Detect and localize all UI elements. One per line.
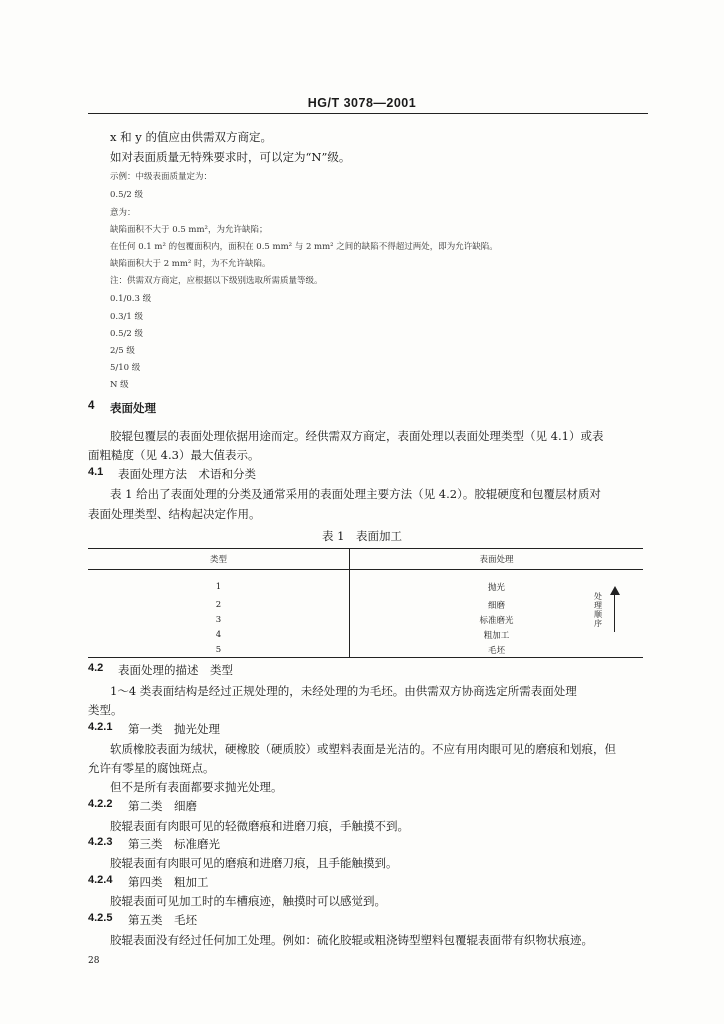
grade-item: 2/5 级 bbox=[110, 346, 135, 356]
arrow-shaft bbox=[614, 594, 615, 632]
section-4-2-title: 表面处理的描述 类型 bbox=[118, 663, 233, 677]
section-4-number: 4 bbox=[88, 400, 95, 412]
section-4-2-1-text-1: 软质橡胶表面为绒状，硬橡胶（硬质胶）或塑料表面是光洁的。不应有用肉眼可见的磨痕和划痕，但 bbox=[110, 742, 616, 756]
section-4-2-5-title: 第五类 毛坯 bbox=[128, 913, 197, 927]
treatment-cell: 细磨 bbox=[350, 597, 644, 612]
example-value: 0.5/2 级 bbox=[110, 190, 143, 200]
table-row bbox=[88, 642, 643, 658]
table-row bbox=[88, 627, 643, 642]
table-header-row bbox=[88, 549, 643, 570]
section-4-1-title: 表面处理方法 术语和分类 bbox=[118, 467, 256, 481]
column-header-type: 类型 bbox=[88, 549, 350, 570]
page-header-title: HG/T 3078—2001 bbox=[307, 96, 417, 110]
header-rule bbox=[88, 113, 648, 114]
meaning-line-3: 缺陷面积大于 2 mm² 时，为不允许缺陷。 bbox=[110, 259, 271, 269]
section-4-2-1-text-3: 但不是所有表面都要求抛光处理。 bbox=[110, 780, 283, 794]
section-4-2-3-number: 4.2.3 bbox=[88, 836, 113, 848]
section-4-2-5-text: 胶辊表面没有经过任何加工处理。例如：硫化胶辊或粗浇铸型塑料包覆辊表面带有织物状痕迹。 bbox=[110, 933, 593, 947]
section-4-2-4-title: 第四类 粗加工 bbox=[128, 875, 209, 889]
surface-treatment-table bbox=[88, 548, 643, 658]
example-label: 示例：中级表面质量定为： bbox=[110, 172, 213, 182]
section-4-1-text-1: 表 1 给出了表面处理的分类及通常采用的表面处理主要方法（见 4.2）。胶辊硬度和包覆层材质对 bbox=[110, 487, 601, 501]
section-4-2-2-text: 胶辊表面有肉眼可见的轻微磨痕和进磨刀痕，手触摸不到。 bbox=[110, 819, 409, 833]
table-row bbox=[88, 570, 643, 598]
table-1-caption: 表 1 表面加工 bbox=[322, 529, 402, 543]
meaning-label: 意为： bbox=[110, 208, 136, 218]
grade-item: N 级 bbox=[110, 380, 129, 390]
section-4-1-number: 4.1 bbox=[88, 466, 104, 478]
treatment-cell: 标准磨光 bbox=[350, 612, 644, 627]
section-4-2-3-title: 第三类 标准磨光 bbox=[128, 837, 220, 851]
page-number: 28 bbox=[88, 956, 100, 966]
section-4-2-text-2: 类型。 bbox=[88, 703, 123, 717]
section-4-2-2-number: 4.2.2 bbox=[88, 798, 113, 810]
type-cell: 2 bbox=[215, 599, 222, 610]
intro-paragraph-1: x 和 y 的值应由供需双方商定。 bbox=[110, 130, 272, 144]
section-4-2-2-title: 第二类 细磨 bbox=[128, 799, 197, 813]
intro-paragraph-2: 如对表面质量无特殊要求时，可以定为“N”级。 bbox=[110, 150, 351, 164]
grade-note: 注：供需双方商定，应根据以下级别选取所需质量等级。 bbox=[110, 276, 323, 286]
type-cell: 5 bbox=[88, 642, 350, 658]
section-4-2-4-number: 4.2.4 bbox=[88, 874, 113, 886]
treatment-cell: 毛坯 bbox=[350, 642, 644, 658]
section-4-2-3-text: 胶辊表面有肉眼可见的磨痕和进磨刀痕，且手能触摸到。 bbox=[110, 856, 398, 870]
section-4-2-1-number: 4.2.1 bbox=[88, 721, 113, 733]
section-4-2-number: 4.2 bbox=[88, 662, 104, 674]
section-4-text-1: 胶辊包覆层的表面处理依据用途而定。经供需双方商定，表面处理以表面处理类型（见 4.1）或表 bbox=[110, 429, 604, 443]
grade-item: 0.1/0.3 级 bbox=[110, 294, 152, 304]
table-row bbox=[88, 597, 643, 612]
treatment-cell: 抛光 bbox=[350, 570, 644, 598]
meaning-line-2: 在任何 0.1 m² 的包覆面积内，面积在 0.5 mm² 与 2 mm² 之间的缺陷不得超过两处，即为允许缺陷。 bbox=[110, 242, 498, 252]
section-4-2-text-1: 1～4 类表面结构是经过正规处理的，未经处理的为毛坯。由供需双方协商选定所需表面处理 bbox=[110, 684, 577, 698]
grade-item: 5/10 级 bbox=[110, 363, 141, 373]
processing-order-indicator bbox=[592, 586, 622, 636]
section-4-title: 表面处理 bbox=[110, 403, 156, 415]
type-cell: 3 bbox=[215, 614, 222, 625]
type-cell: 1 bbox=[215, 581, 222, 592]
treatment-cell: 粗加工 bbox=[350, 627, 644, 642]
section-4-2-1-text-2: 允许有零星的腐蚀斑点。 bbox=[88, 761, 215, 775]
grade-item: 0.3/1 级 bbox=[110, 312, 143, 322]
grade-item: 0.5/2 级 bbox=[110, 329, 143, 339]
column-header-treatment: 表面处理 bbox=[350, 549, 644, 570]
processing-order-label: 处理顺序 bbox=[594, 592, 602, 628]
section-4-1-text-2: 表面处理类型、结构起决定作用。 bbox=[88, 507, 261, 521]
section-4-2-5-number: 4.2.5 bbox=[88, 912, 113, 924]
meaning-line-1: 缺陷面积不大于 0.5 mm²，为允许缺陷； bbox=[110, 225, 268, 235]
section-4-text-2: 面粗糙度（见 4.3）最大值表示。 bbox=[88, 448, 260, 462]
section-4-2-1-title: 第一类 抛光处理 bbox=[128, 722, 220, 736]
type-cell: 4 bbox=[215, 629, 222, 640]
section-4-2-4-text: 胶辊表面可见加工时的车槽痕迹，触摸时可以感觉到。 bbox=[110, 894, 386, 908]
table-row bbox=[88, 612, 643, 627]
